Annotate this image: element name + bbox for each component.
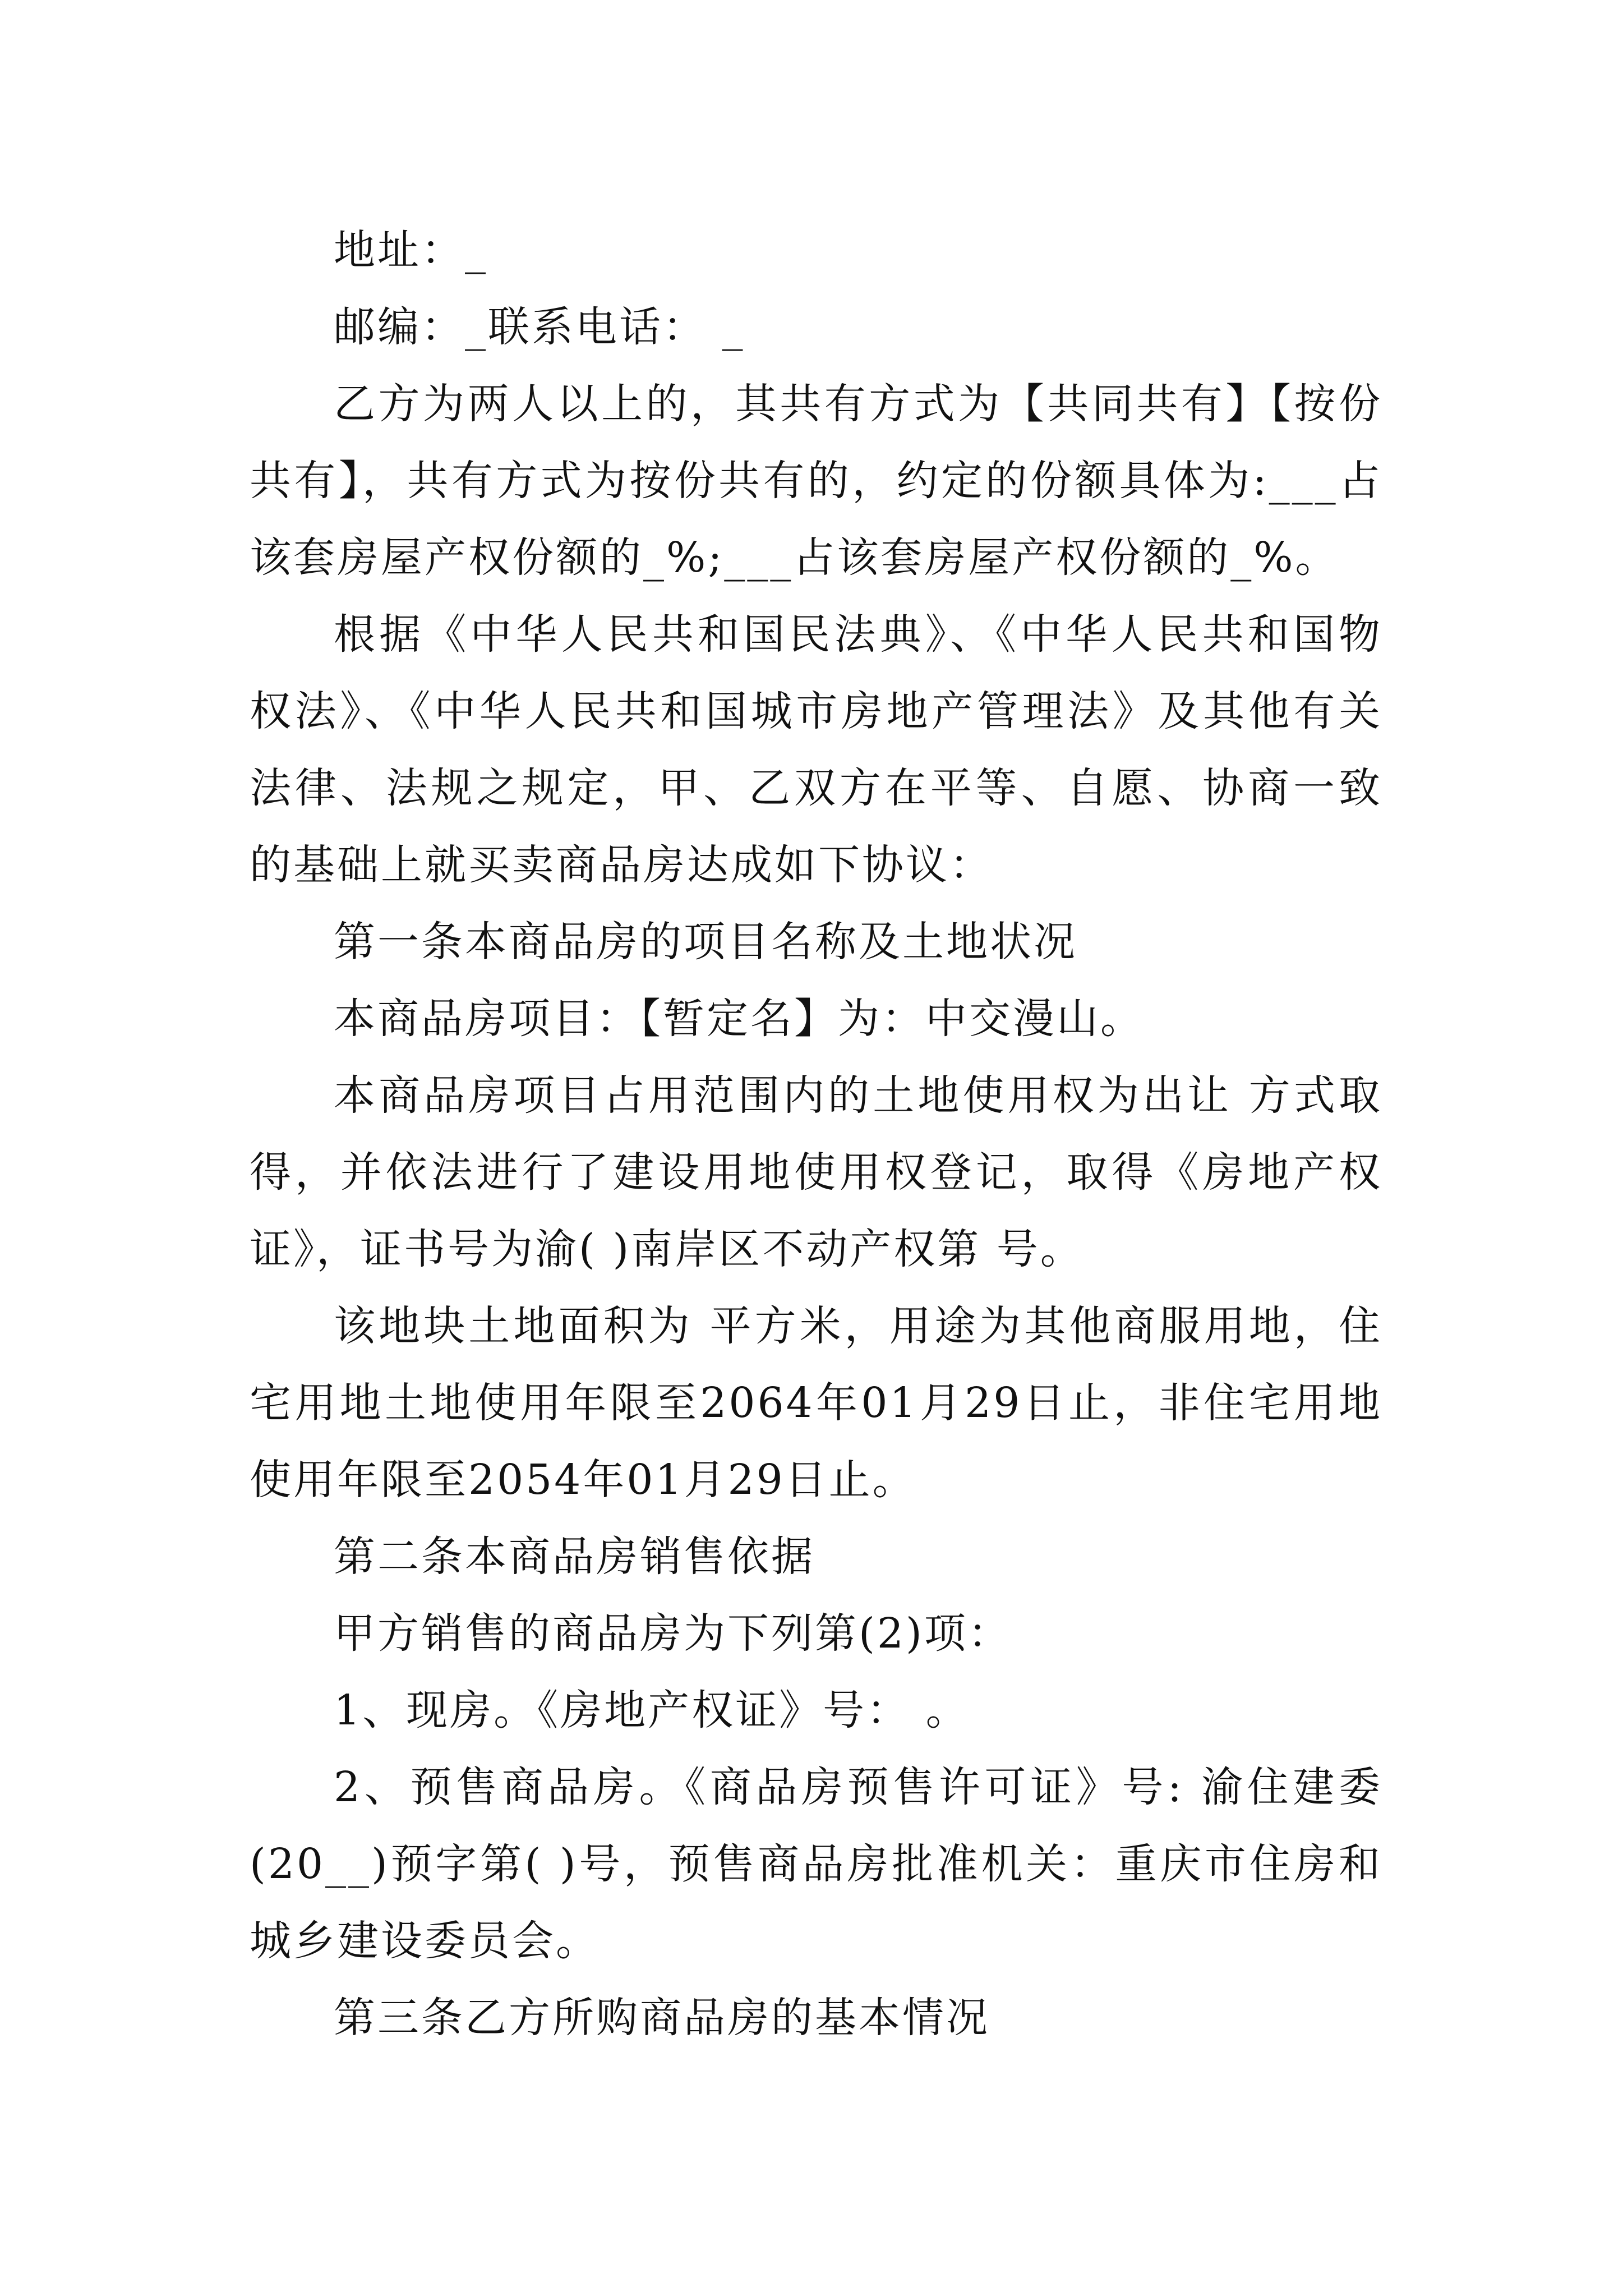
- paragraph-existing-house: 1、现房。《房地产权证》号： 。: [334, 1686, 970, 1734]
- paragraph-address: 地址：_: [334, 226, 488, 274]
- paragraph-co-ownership: 乙方为两人以上的，其共有方式为【共同共有】【按份共有】，共有方式为按份共有的，约定的份额具体为:___占该套房屋产权份额的_%;___占该套房屋产权份额的_%。: [250, 380, 1382, 582]
- paragraph-legal-basis: 根据《中华人民共和国民法典》、《中华人民共和国物权法》、《中华人民共和国城市房地产管理法》及其他有关法律、法规之规定，甲、乙双方在平等、自愿、协商一致的基础上就买卖商品房达成如下协议：: [250, 610, 1382, 889]
- paragraph-sale-item: 甲方销售的商品房为下列第(2)项：: [334, 1609, 1012, 1658]
- article-1-heading: 第一条本商品房的项目名称及土地状况: [334, 918, 1077, 966]
- paragraph-postcode-phone: 邮编：_联系电话： _: [334, 303, 745, 351]
- paragraph-land-area: 该地块土地面积为 平方米，用途为其他商服用地，住宅用地土地使用年限至2064年01月29日止，非住宅用地使用年限至2054年01月29日止。: [250, 1302, 1382, 1504]
- article-3-heading: 第三条乙方所购商品房的基本情况: [334, 1994, 990, 2042]
- paragraph-project-name: 本商品房项目：【暂定名】为：中交漫山。: [334, 995, 1144, 1043]
- paragraph-presale-house: 2、预售商品房。《商品房预售许可证》号: 渝住建委(20__)预字第( )号，预售商品房批准机关：重庆市住房和城乡建设委员会。: [250, 1763, 1382, 1965]
- document-body: [250, 212, 1382, 2056]
- paragraph-land-use-right: 本商品房项目占用范围内的土地使用权为出让 方式取得，并依法进行了建设用地使用权登记，取得《房地产权证》，证书号为渝( )南岸区不动产权第 号。: [250, 1071, 1382, 1273]
- article-2-heading: 第二条本商品房销售依据: [334, 1533, 815, 1581]
